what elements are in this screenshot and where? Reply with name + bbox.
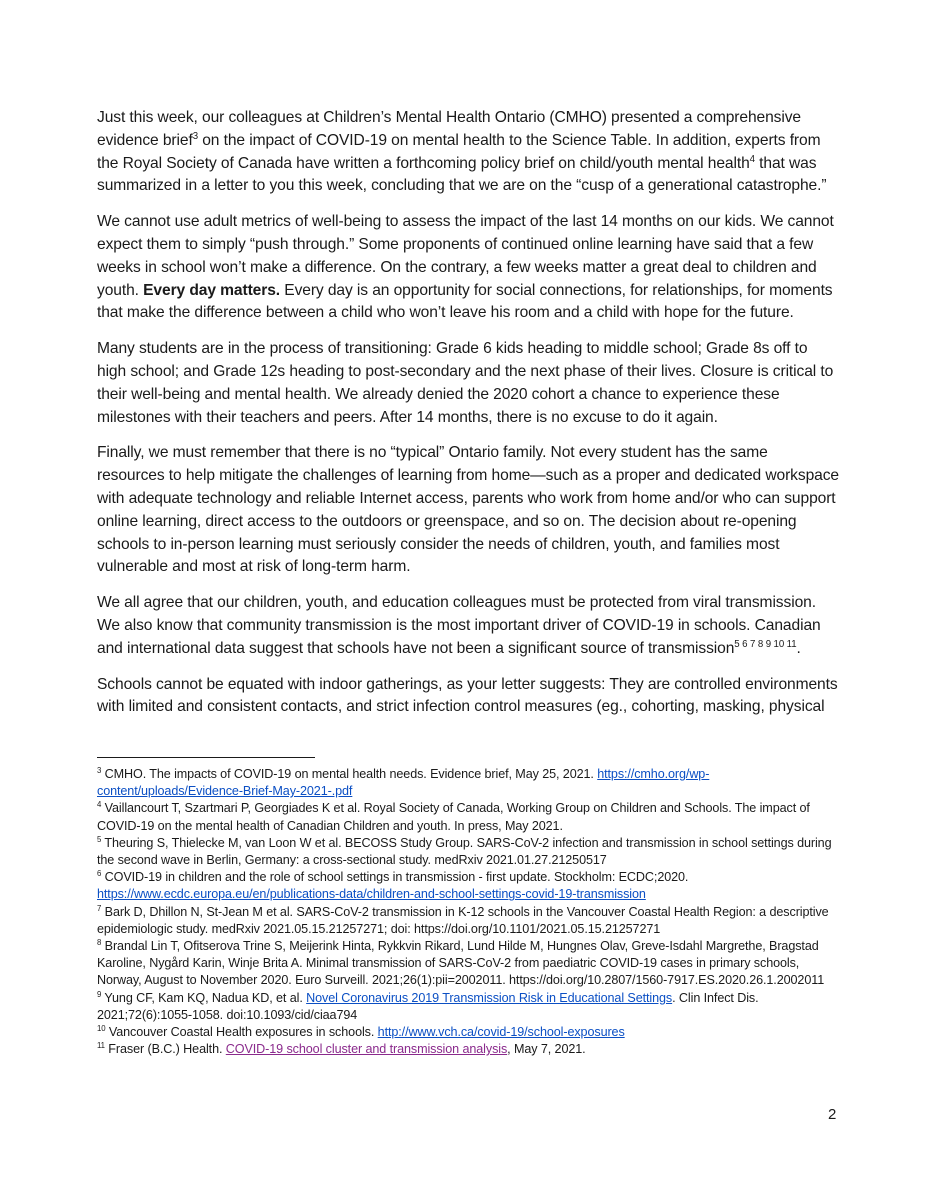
footnote-ref-4[interactable]: 4 [749,153,755,165]
paragraph-indoor-gatherings: Schools cannot be equated with indoor gatherings, as your letter suggests: They are controlled environments with limited and consistent contacts, and strict infection control measures (eg., cohorting, masking, physical [97,675,838,716]
emphasis-every-day-matters: Every day matters. [143,281,281,299]
footnote-6-link[interactable]: https://www.ecdc.europa.eu/en/publications-data/children-and-school-settings-covid-19-transmission [97,887,646,902]
footnote-5: $^5$ Theuring S, Thielecke M, van Loon W et al. BECOSS Study Group. SARS-CoV-2 infection and transmission in school settings during the second wave in Berlin, Germany: a cross-sectional study. medRxiv 2021.01.27.21250517 [97,834,832,868]
footnote-4: $^4$ Vaillancourt T, Szartmari P, Georgiades K et al. Royal Society of Canada, Working Group on Children and Schools. The impact of COVID-19 on the mental health of Canadian Children and youth. In press, May 2021. [97,800,810,833]
page-number: 2 [828,1106,837,1123]
footnote-10: $^{10}$ Vancouver Coastal Health exposures in schools. http://www.vch.ca/covid-19/school-exposures [97,1023,625,1040]
footnote-ref-3[interactable]: 3 [192,130,198,142]
footnote-11: $^{11}$ Fraser (B.C.) Health. COVID-19 school cluster and transmission analysis, May 7, 2021. [97,1041,586,1057]
footnotes [97,766,847,1058]
footnote-7: $^7$ Bark D, Dhillon N, St-Jean M et al. SARS-CoV-2 transmission in K-12 schools in the Vancouver Coastal Health Region: a descriptive epidemiologic study. medRxiv 2021.05.15.21257271; doi: https://doi.org/10.1101/2021.05.15.21257271 [97,903,829,936]
footnote-8: $^8$ Brandal Lin T, Ofitserova Trine S, Meijerink Hinta, Rykkvin Rikard, Lund Hilde M, Hungnes Olav, Greve-Isdahl Margrethe, Bragstad Karoline, Nygård Karin, Winje Brita A. Minimal transmission of SARS-CoV-2 from paediatric COVID-19 cases in primary schools, Norway, August to November 2020. Euro Surveill. 2021;26(1):pii=2002011. https://doi.org/10.2807/1560-7917.ES.2020.26.1.2002011 [97,937,825,988]
footnote-separator [97,757,315,758]
footnote-6: $^6$ COVID-19 in children and the role of school settings in transmission - first update. Stockholm: ECDC;2020. https://www.ecdc.europa.eu/en/publications-data/children-and-school-settings-covid-19-transmission [97,869,689,902]
footnote-3: $^3$ CMHO. The impacts of COVID-19 on mental health needs. Evidence brief, May 25, 2021. https://cmho.org/wp-content/uploads/Evidence-Brief-May-2021-.pdf [97,765,710,799]
footnote-9: $^9$ Yung CF, Kam KQ, Nadua KD, et al. Novel Coronavirus 2019 Transmission Risk in Educational Settings. Clin Infect Dis. 2021;72(6):1055-1058. doi:10.1093/cid/ciaa794 [97,989,759,1022]
footnote-10-link[interactable]: http://www.vch.ca/covid-19/school-exposures [377,1025,625,1040]
paragraph-transmission: We all agree that our children, youth, and education colleagues must be protected from viral transmission. We also know that community transmission is the most important driver of COVID-19 in schools. Canadian and international data suggest that schools have not been a significant source of transmission$^{5 6 7 8 9 10 11}$. [97,594,821,657]
paragraph-transitions: Many students are in the process of transitioning: Grade 6 kids heading to middle school; Grade 8s off to high school; and Grade 12s heading to post-secondary and the next phase of their lives. Closure is critical to their well-being and mental health. We already denied the 2020 cohort a chance to experience these milestones with their teachers and peers. After 14 months, there is no excuse to do it again. [97,340,834,426]
footnote-3-link[interactable]: https://cmho.org/wp-content/uploads/Evidence-Brief-May-2021-.pdf [97,767,710,799]
paragraph-mental-health-brief: Just this week, our colleagues at Children’s Mental Health Ontario (CMHO) presented a comprehensive evidence brief$^3$ on the impact of COVID-19 on mental health to the Science Table. In addition, experts from the Royal Society of Canada have written a forthcoming policy brief on child/youth mental health$^4$ that was summarized in a letter to you this week, concluding that we are on the “cusp of a generational catastrophe.” [97,109,827,195]
letter-body [97,107,839,732]
paragraph-every-day-matters: We cannot use adult metrics of well-being to assess the impact of the last 14 months on our kids. We cannot expect them to simply “push through.” Some proponents of continued online learning have said that a few weeks in school won’t make a difference. On the contrary, a few weeks matter a great deal to children and youth. Every day matters. Every day is an opportunity for social connections, for relationships, for moments that make the difference between a child who won’t leave his room and a child with hope for the future. [97,213,834,322]
footnote-refs-5-11[interactable]: 5 6 7 8 9 10 11 [734,638,797,650]
paragraph-no-typical-family: Finally, we must remember that there is no “typical” Ontario family. Not every student has the same resources to help mitigate the challenges of learning from home—such as a proper and dedicated workspace with adequate technology and reliable Internet access, parents who work from home and/or who can support online learning, direct access to the outdoors or greenspace, and so on. The decision about re-opening schools to in-person learning must seriously consider the needs of children, youth, and families most vulnerable and most at risk of long-term harm. [97,444,839,576]
footnote-11-link[interactable]: COVID-19 school cluster and transmission analysis [225,1042,508,1057]
footnote-9-link[interactable]: Novel Coronavirus 2019 Transmission Risk in Educational Settings [306,990,673,1005]
